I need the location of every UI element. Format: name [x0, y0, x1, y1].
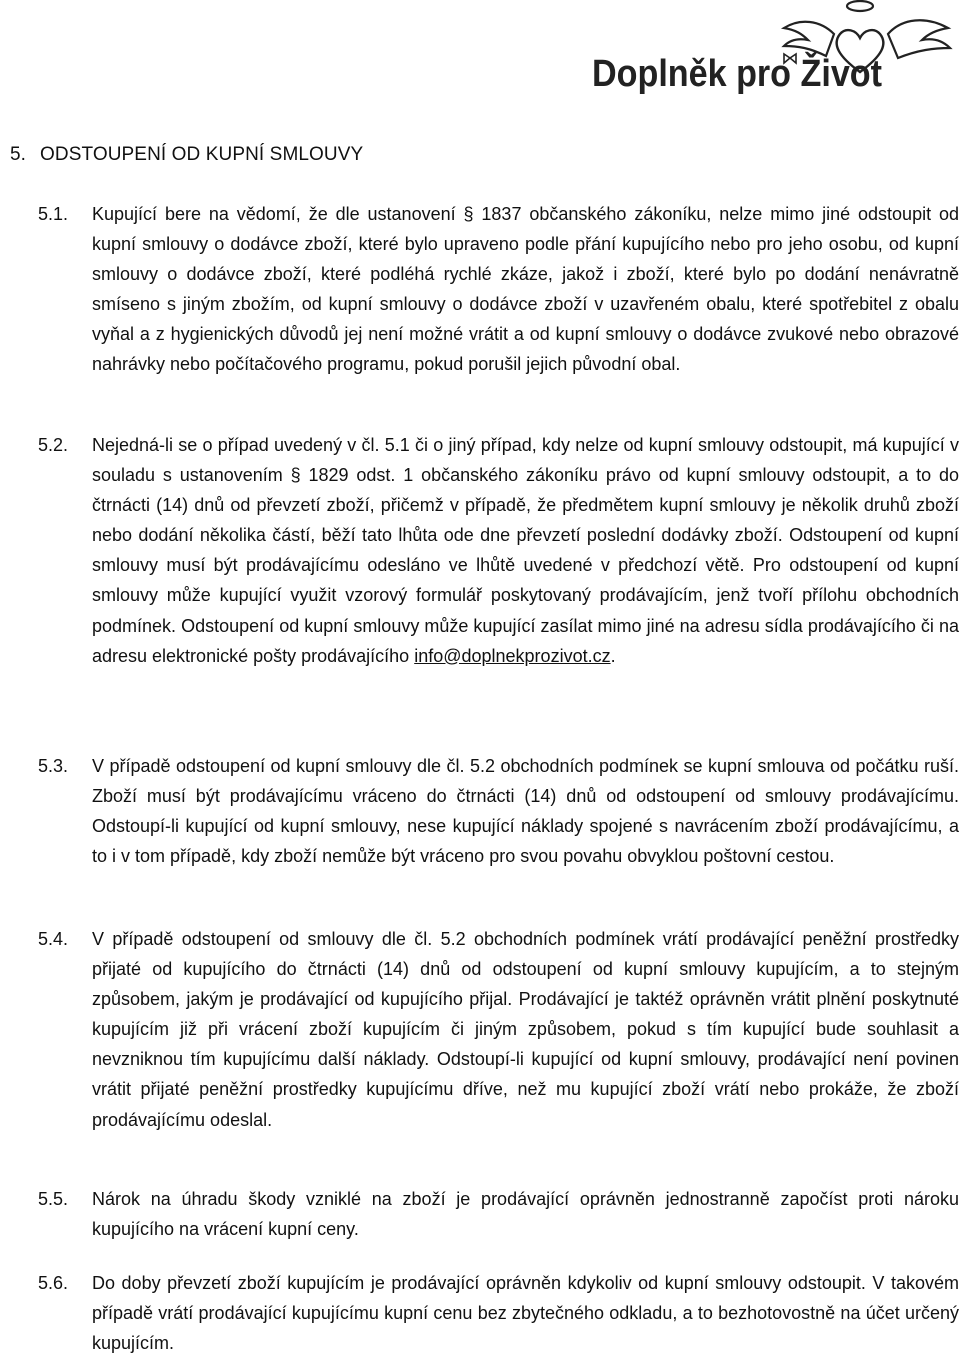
clause-number: 5.1. — [38, 204, 69, 224]
clause-5-1 — [38, 199, 959, 380]
clause-number: 5.3. — [38, 756, 69, 776]
logo-graphic — [588, 0, 960, 96]
clause-body: Nejedná-li se o případ uvedený v čl. 5.1 či o jiný případ, kdy nelze od kupní smlouvy odstoupit, má kupující v souladu s ustanovením § 1829 odst. 1 občanského zákoníku právo od kupní smlouvy odstoupit, a to do čtrnácti (14) dnů od převzetí zboží, přičemž v případě, že předmětem kupní smlouvy je několik druhů zboží nebo dodání několika částí, běží tato lhůta ode dne převzetí poslední dodávky zboží. Odstoupení od kupní smlouvy musí být prodávajícímu odesláno ve lhůtě uvedené v předchozí větě. Pro odstoupení od kupní smlouvy může kupující využit vzorový formulář poskytovaný prodávajícím, jenž tvoří přílohu obchodních podmínek. Odstoupení od kupní smlouvy může kupující zasílat mimo jiné na adresu sídla prodávajícího či na adresu elektronické pošty prodávajícího — [92, 435, 959, 666]
clause-5-2 — [38, 430, 959, 671]
clause-text — [92, 430, 959, 671]
clause-5-5 — [38, 1184, 959, 1244]
clause-number: 5.6. — [38, 1273, 69, 1293]
halo — [847, 1, 873, 11]
logo-wordmark: Doplněk pro Život — [592, 53, 915, 95]
clause-text: Kupující bere na vědomí, že dle ustanovení § 1837 občanského zákoníku, nelze mimo jiné odstoupit od kupní smlouvy o dodávce zboží, které bylo upraveno podle přání kupujícího nebo pro jeho osobu, od kupní smlouvy o dodávce zboží, které podléhá rychlé zkáze, jakož i zboží, které bylo po dodání nenávratně smíseno s jiným zbožím, od kupní smlouvy o dodávce zboží v uzavřeném obalu, které spotřebitel z obalu vyňal a z hygienických důvodů jej není možné vrátit a od kupní smlouvy o dodávce zvukové nebo obrazové nahrávky nebo počítačového programu, pokud porušil jejich původní obal. — [92, 204, 959, 375]
section-title: ODSTOUPENÍ OD KUPNÍ SMLOUVY — [40, 144, 364, 165]
clause-5-6 — [38, 1268, 959, 1358]
section-heading — [10, 144, 363, 166]
clause-text: V případě odstoupení od smlouvy dle čl. 5.2 obchodních podmínek vrátí prodávající peněžní prostředky přijaté od kupujícího do čtrnácti (14) dnů od odstoupení od kupní smlouvy kupujícím, a to stejným způsobem, jakým je prodávající od kupujícího přijal. Prodávající je taktéž oprávněn vrátit plnění poskytnuté kupujícím již při vrácení zboží kupujícím či jiným způsobem, pokud s tím kupující bude souhlasit a nevzniknou tím kupujícímu další náklady. Odstoupí-li kupující od kupní smlouvy, prodávající není povinen vrátit přijaté peněžní prostředky kupujícímu dříve, než mu kupující zboží vrátí nebo prokáže, že zboží prodávajícímu odeslal. — [92, 929, 959, 1130]
company-logo — [588, 0, 960, 96]
clause-text: V případě odstoupení od kupní smlouvy dle čl. 5.2 obchodních podmínek se kupní smlouva od počátku ruší. Zboží musí být prodávajícímu vráceno do čtrnácti (14) dnů od odstoupení od smlouvy prodávajícímu. Odstoupí-li kupující od kupní smlouvy, nese kupující náklady spojené s navrácením zboží prodávajícímu, a to i v tom případě, kdy zboží nemůže být vráceno pro svou povahu obvyklou poštovní cestou. — [92, 756, 959, 867]
clause-number: 5.2. — [38, 435, 69, 455]
clause-text: Do doby převzetí zboží kupujícím je prodávající oprávněn kdykoliv od kupní smlouvy odstoupit. V takovém případě vrátí prodávající kupujícímu kupní cenu bez zbytečného odkladu, a to bezhotovostně na účet určený kupujícím. — [92, 1273, 959, 1354]
left-wing — [784, 22, 834, 56]
email-link[interactable]: info@doplnekprozivot.cz — [414, 645, 611, 666]
clause-number: 5.4. — [38, 929, 69, 949]
clause-5-4 — [38, 924, 959, 1135]
clause-end: . — [610, 645, 616, 666]
right-wing — [888, 20, 950, 58]
section-number: 5. — [10, 144, 27, 165]
clause-number: 5.5. — [38, 1189, 69, 1209]
clause-text: Nárok na úhradu škody vzniklé na zboží je prodávající oprávněn jednostranně započíst proti nároku kupujícího na vrácení kupní ceny. — [92, 1189, 959, 1240]
clause-5-3 — [38, 751, 959, 871]
